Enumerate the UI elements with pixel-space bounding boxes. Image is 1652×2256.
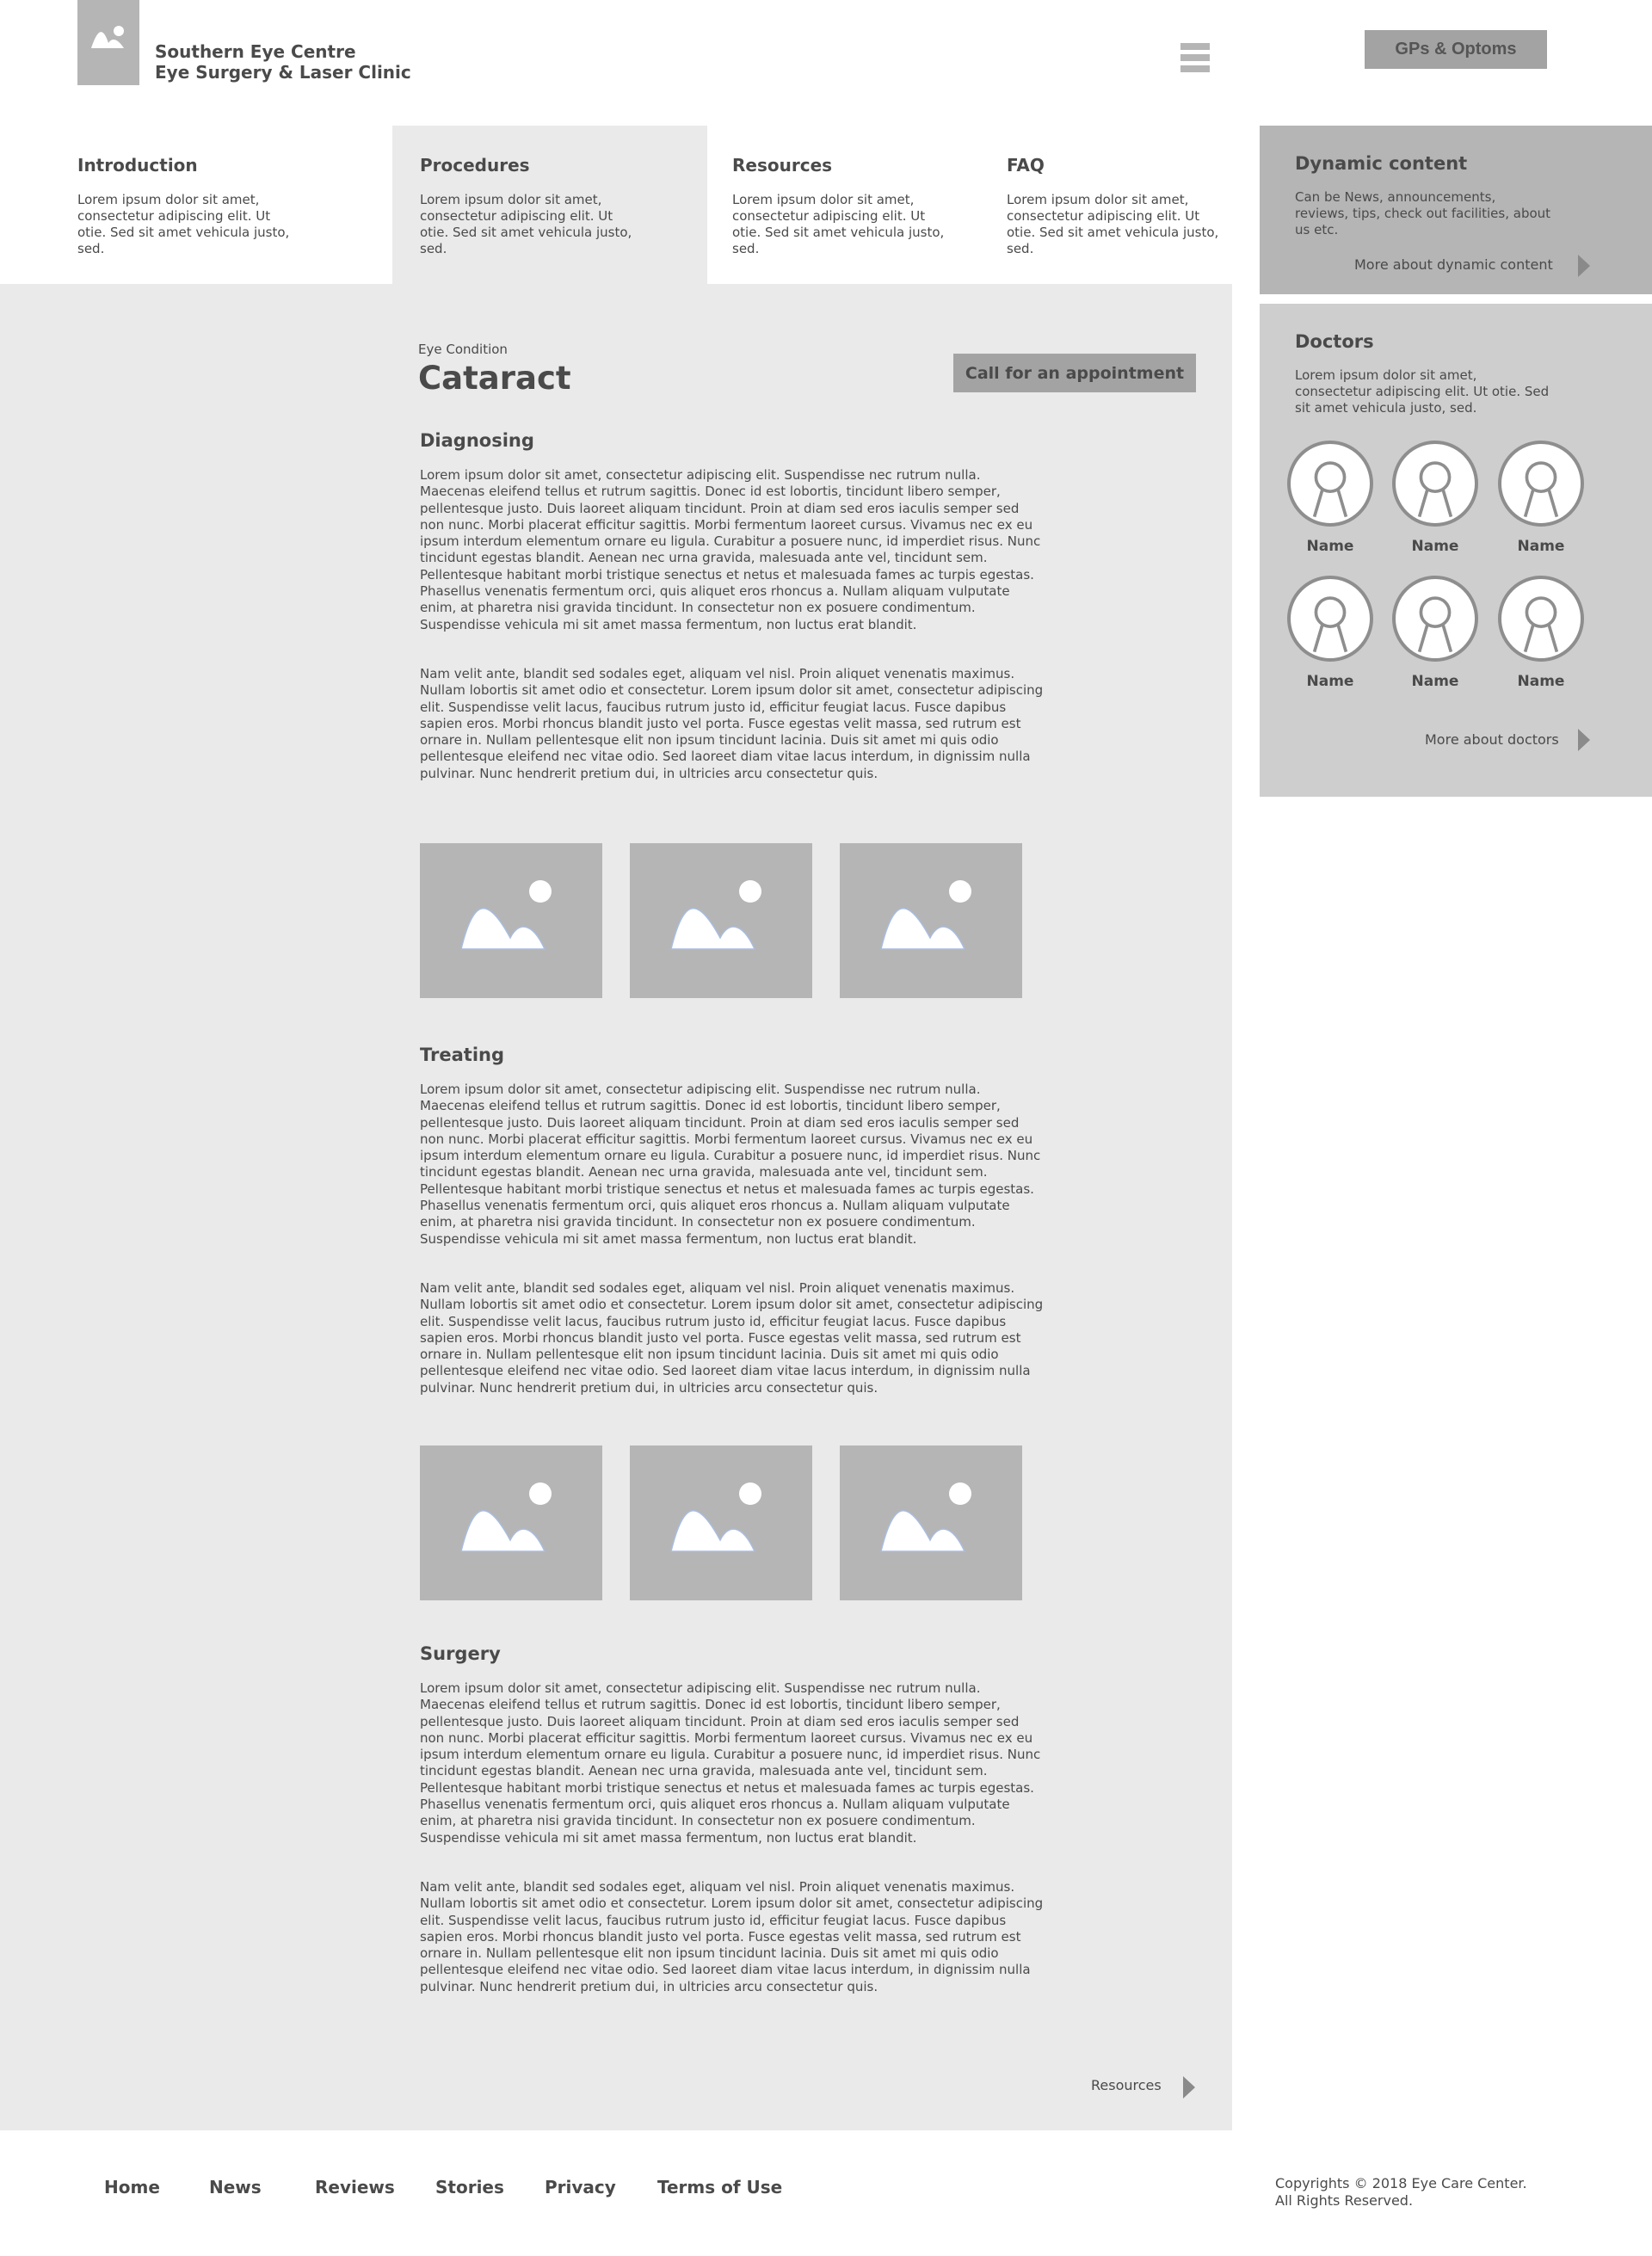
image-placeholder bbox=[630, 1445, 812, 1600]
image-placeholder bbox=[630, 843, 812, 998]
eyebrow-label: Eye Condition bbox=[418, 342, 508, 357]
avatar-icon bbox=[1291, 444, 1370, 523]
image-placeholder bbox=[420, 1445, 602, 1600]
section-paragraph: Lorem ipsum dolor sit amet, consectetur adipiscing elit. Suspendisse nec rutrum nulla. Maecenas eleifend tellus et rutrum sagittis. Donec id est lobortis, tincidunt libero semper, pellentesque justo. Duis laoreet aliquam tincidunt. Proin at diam sed eros iaculis semper sed non nunc. Morbi placerat efficitur sagittis. Morbi fermentum laoreet cursus. Vivamus nec ex eu ipsum interdum elementum ornare eu ligula. Curabitur a posuere nunc, id imperdiet risus. Nunc tincidunt egestas blandit. Aenean nec urna gravida, malesuada ante vel, tincidunt sem. Pellentesque habitant morbi tristique senectus et netus et malesuada fames ac turpis egestas. Phasellus venenatis fermentum orci, quis aliquet eros rhoncus a. Nullam aliquam vulputate enim, at pharetra nisi gravida tincidunt. In consectetur non ex posuere condimentum. Suspendisse vehicula mi sit amet massa fermentum, non luctus erat blandit. bbox=[420, 1680, 1041, 1846]
doctors-panel bbox=[1260, 304, 1652, 797]
doctor-name[interactable]: Name bbox=[1517, 673, 1565, 690]
nav-title: Introduction bbox=[77, 155, 198, 176]
image-placeholder bbox=[840, 1445, 1022, 1600]
doctor-avatar[interactable] bbox=[1287, 576, 1373, 662]
image-placeholder bbox=[840, 843, 1022, 998]
image-placeholder-icon bbox=[630, 843, 812, 998]
copyright-line-1: Copyrights © 2018 Eye Care Center. bbox=[1275, 2175, 1527, 2191]
nav-item-procedures[interactable] bbox=[392, 126, 707, 284]
doctor-avatar[interactable] bbox=[1392, 441, 1478, 527]
section-heading: Treating bbox=[420, 1045, 505, 1065]
doctor-name[interactable]: Name bbox=[1517, 538, 1565, 555]
panel-description: Lorem ipsum dolor sit amet, consectetur adipiscing elit. Ut otie. Sed sit amet vehicula justo, sed. bbox=[1295, 367, 1550, 416]
arrow-right-icon[interactable] bbox=[1183, 2076, 1195, 2099]
avatar-icon bbox=[1501, 444, 1581, 523]
avatar-icon bbox=[1501, 579, 1581, 658]
copyright-text bbox=[1275, 2175, 1527, 2210]
panel-title: Doctors bbox=[1295, 331, 1374, 352]
section-paragraph: Nam velit ante, blandit sed sodales eget, aliquam vel nisl. Proin aliquet venenatis maximus. Nullam lobortis sit amet odio et consectetur. Lorem ipsum dolor sit amet, consectetur adipiscing elit. Suspendisse velit lacus, faucibus rutrum justo id, efficitur feugiat lacus. Fusce dapibus sapien eros. Morbi rhoncus blandit justo vel porta. Fusce egestas velit massa, sed rutrum est ornare in. Nullam pellentesque elit non ipsum tincidunt lacinia. Duis sit amet mi quis odio pellentesque eleifend nec vitae odio. Sed laoreet diam vitae lacus interdum, in dignissim nulla pulvinar. Nunc hendrerit pretium dui, in ultricies arcu consectetur quis. bbox=[420, 1280, 1044, 1396]
resources-link[interactable]: Resources bbox=[1091, 2077, 1162, 2093]
more-dynamic-link[interactable]: More about dynamic content bbox=[1354, 256, 1553, 273]
doctor-avatar[interactable] bbox=[1498, 441, 1584, 527]
doctor-avatar[interactable] bbox=[1498, 576, 1584, 662]
gps-optoms-button[interactable]: GPs & Optoms bbox=[1365, 30, 1547, 69]
section-heading: Surgery bbox=[420, 1643, 501, 1664]
image-placeholder-icon bbox=[420, 1445, 602, 1600]
nav-description: Lorem ipsum dolor sit amet, consectetur adipiscing elit. Ut otie. Sed sit amet vehicula justo, sed. bbox=[732, 192, 945, 256]
doctor-avatar[interactable] bbox=[1392, 576, 1478, 662]
footer-link-terms[interactable]: Terms of Use bbox=[657, 2177, 783, 2197]
logo[interactable] bbox=[77, 0, 139, 85]
section-paragraph: Nam velit ante, blandit sed sodales eget, aliquam vel nisl. Proin aliquet venenatis maximus. Nullam lobortis sit amet odio et consectetur. Lorem ipsum dolor sit amet, consectetur adipiscing elit. Suspendisse velit lacus, faucibus rutrum justo id, efficitur feugiat lacus. Fusce dapibus sapien eros. Morbi rhoncus blandit justo vel porta. Fusce egestas velit massa, sed rutrum est ornare in. Nullam pellentesque elit non ipsum tincidunt lacinia. Duis sit amet mi quis odio pellentesque eleifend nec vitae odio. Sed laoreet diam vitae lacus interdum, in dignissim nulla pulvinar. Nunc hendrerit pretium dui, in ultricies arcu consectetur quis. bbox=[420, 666, 1044, 781]
brand-name[interactable] bbox=[155, 41, 411, 83]
brand-line-2: Eye Surgery & Laser Clinic bbox=[155, 62, 411, 83]
panel-title: Dynamic content bbox=[1295, 153, 1468, 174]
nav-description: Lorem ipsum dolor sit amet, consectetur adipiscing elit. Ut otie. Sed sit amet vehicula justo, sed. bbox=[1007, 192, 1219, 256]
hamburger-menu-icon[interactable] bbox=[1180, 43, 1210, 76]
doctor-name[interactable]: Name bbox=[1411, 538, 1459, 555]
call-appointment-button[interactable]: Call for an appointment bbox=[953, 354, 1196, 392]
image-placeholder-icon bbox=[420, 843, 602, 998]
footer-link-reviews[interactable]: Reviews bbox=[315, 2177, 395, 2197]
footer-link-home[interactable]: Home bbox=[104, 2177, 160, 2197]
avatar-icon bbox=[1396, 444, 1475, 523]
page-title: Cataract bbox=[418, 360, 571, 397]
more-doctors-link[interactable]: More about doctors bbox=[1425, 731, 1559, 748]
image-placeholder-icon bbox=[77, 0, 139, 85]
section-heading: Diagnosing bbox=[420, 430, 534, 451]
section-paragraph: Nam velit ante, blandit sed sodales eget, aliquam vel nisl. Proin aliquet venenatis maximus. Nullam lobortis sit amet odio et consectetur. Lorem ipsum dolor sit amet, consectetur adipiscing elit. Suspendisse velit lacus, faucibus rutrum justo id, efficitur feugiat lacus. Fusce dapibus sapien eros. Morbi rhoncus blandit justo vel porta. Fusce egestas velit massa, sed rutrum est ornare in. Nullam pellentesque elit non ipsum tincidunt lacinia. Duis sit amet mi quis odio pellentesque eleifend nec vitae odio. Sed laoreet diam vitae lacus interdum, in dignissim nulla pulvinar. Nunc hendrerit pretium dui, in ultricies arcu consectetur quis. bbox=[420, 1879, 1044, 1994]
arrow-right-icon[interactable] bbox=[1578, 729, 1590, 751]
nav-item-introduction[interactable] bbox=[0, 126, 392, 284]
panel-description: Can be News, announcements, reviews, tips, check out facilities, about us etc. bbox=[1295, 189, 1551, 237]
nav-title: FAQ bbox=[1007, 155, 1045, 176]
nav-description: Lorem ipsum dolor sit amet, consectetur adipiscing elit. Ut otie. Sed sit amet vehicula justo, sed. bbox=[420, 192, 632, 256]
doctor-name[interactable]: Name bbox=[1306, 673, 1354, 690]
brand-line-1: Southern Eye Centre bbox=[155, 41, 356, 62]
nav-title: Resources bbox=[732, 155, 833, 176]
doctor-name[interactable]: Name bbox=[1411, 673, 1459, 690]
section-paragraph: Lorem ipsum dolor sit amet, consectetur adipiscing elit. Suspendisse nec rutrum nulla. Maecenas eleifend tellus et rutrum sagittis. Donec id est lobortis, tincidunt libero semper, pellentesque justo. Duis laoreet aliquam tincidunt. Proin at diam sed eros iaculis semper sed non nunc. Morbi placerat efficitur sagittis. Morbi fermentum laoreet cursus. Vivamus nec ex eu ipsum interdum elementum ornare eu ligula. Curabitur a posuere nunc, id imperdiet risus. Nunc tincidunt egestas blandit. Aenean nec urna gravida, malesuada ante vel, tincidunt sem. Pellentesque habitant morbi tristique senectus et netus et malesuada fames ac turpis egestas. Phasellus venenatis fermentum orci, quis aliquet eros rhoncus a. Nullam aliquam vulputate enim, at pharetra nisi gravida tincidunt. In consectetur non ex posuere condimentum. Suspendisse vehicula mi sit amet massa fermentum, non luctus erat blandit. bbox=[420, 1082, 1041, 1247]
nav-title: Procedures bbox=[420, 155, 530, 176]
dynamic-content-panel bbox=[1260, 126, 1652, 294]
nav-description: Lorem ipsum dolor sit amet, consectetur adipiscing elit. Ut otie. Sed sit amet vehicula justo, sed. bbox=[77, 192, 290, 256]
footer-link-stories[interactable]: Stories bbox=[435, 2177, 504, 2197]
nav-item-resources[interactable] bbox=[707, 126, 974, 284]
arrow-right-icon[interactable] bbox=[1578, 255, 1590, 277]
avatar-icon bbox=[1291, 579, 1370, 658]
footer-link-privacy[interactable]: Privacy bbox=[545, 2177, 616, 2197]
footer-link-news[interactable]: News bbox=[209, 2177, 262, 2197]
image-placeholder-icon bbox=[840, 843, 1022, 998]
nav-item-faq[interactable] bbox=[974, 126, 1232, 284]
doctor-avatar[interactable] bbox=[1287, 441, 1373, 527]
section-paragraph: Lorem ipsum dolor sit amet, consectetur adipiscing elit. Suspendisse nec rutrum nulla. Maecenas eleifend tellus et rutrum sagittis. Donec id est lobortis, tincidunt libero semper, pellentesque justo. Duis laoreet aliquam tincidunt. Proin at diam sed eros iaculis semper sed non nunc. Morbi placerat efficitur sagittis. Morbi fermentum laoreet cursus. Vivamus nec ex eu ipsum interdum elementum ornare eu ligula. Curabitur a posuere nunc, id imperdiet risus. Nunc tincidunt egestas blandit. Aenean nec urna gravida, malesuada ante vel, tincidunt sem. Pellentesque habitant morbi tristique senectus et netus et malesuada fames ac turpis egestas. Phasellus venenatis fermentum orci, quis aliquet eros rhoncus a. Nullam aliquam vulputate enim, at pharetra nisi gravida tincidunt. In consectetur non ex posuere condimentum. Suspendisse vehicula mi sit amet massa fermentum, non luctus erat blandit. bbox=[420, 467, 1041, 632]
image-placeholder bbox=[420, 843, 602, 998]
doctor-name[interactable]: Name bbox=[1306, 538, 1354, 555]
copyright-line-2: All Rights Reserved. bbox=[1275, 2192, 1414, 2209]
image-placeholder-icon bbox=[840, 1445, 1022, 1600]
avatar-icon bbox=[1396, 579, 1475, 658]
image-placeholder-icon bbox=[630, 1445, 812, 1600]
